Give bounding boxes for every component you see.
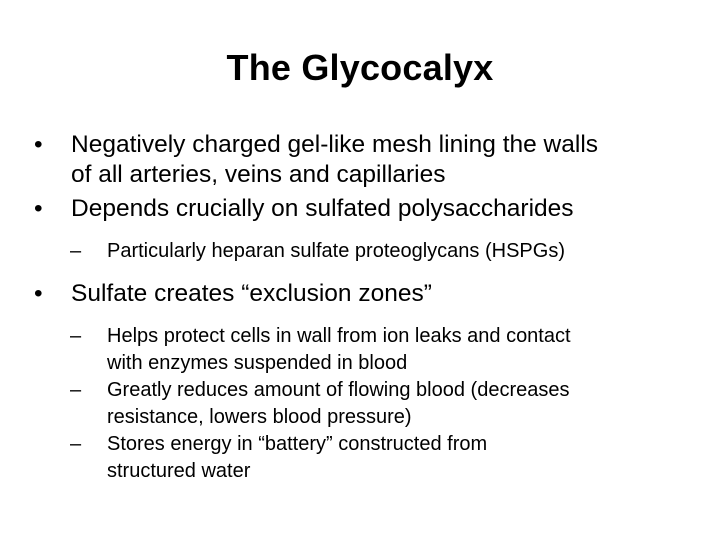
sub-bullet-text-line: with enzymes suspended in blood [107, 352, 408, 374]
bullet-text-line: of all arteries, veins and capillaries [71, 161, 446, 188]
bullet-text-line: Negatively charged gel-like mesh lining the walls [71, 131, 599, 158]
sub-bullet-text-line: Stores energy in “battery” constructed from [107, 433, 488, 455]
sub-bullet-text: Particularly heparan sulfate proteoglycans (HSPGs) [107, 240, 565, 262]
bullet-item [34, 279, 674, 309]
slide-title: The Glycocalyx [226, 47, 494, 88]
bullet-marker: • [34, 195, 43, 222]
bullet-text: Depends crucially on sulfated polysaccharides [71, 195, 574, 222]
sub-bullet-marker: – [70, 240, 82, 262]
sub-bullet-item [70, 238, 674, 265]
sub-bullet-text-line: structured water [107, 460, 251, 482]
sub-bullet-item [70, 323, 674, 377]
sub-bullet-text-line: resistance, lowers blood pressure) [107, 406, 412, 428]
sub-bullet-marker: – [70, 433, 82, 455]
sub-bullet-marker: – [70, 325, 82, 347]
sub-bullet-text-line: Greatly reduces amount of flowing blood (decreases [107, 379, 570, 401]
sub-bullet-marker: – [70, 379, 82, 401]
sub-bullet-text-line: Helps protect cells in wall from ion leaks and contact [107, 325, 571, 347]
bullet-item [34, 194, 674, 224]
bullet-item [34, 130, 674, 190]
bullet-marker: • [34, 131, 43, 158]
slide-body [34, 130, 674, 485]
bullet-marker: • [34, 280, 43, 307]
sub-bullet-item [70, 377, 674, 431]
sub-bullet-item [70, 431, 674, 485]
bullet-text: Sulfate creates “exclusion zones” [71, 280, 432, 307]
